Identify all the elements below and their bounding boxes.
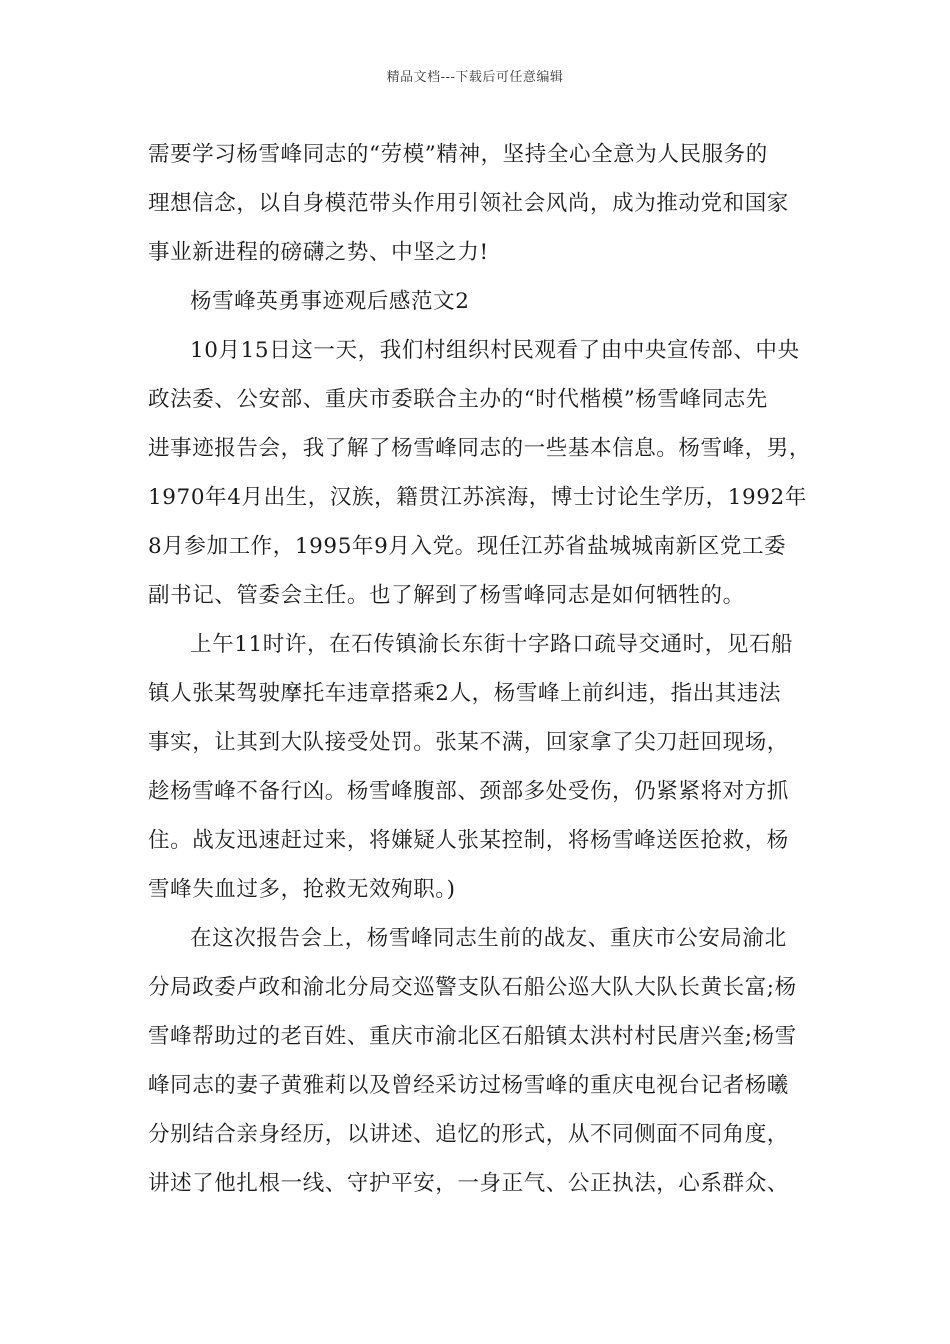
text-line: 进事迹报告会，我了解了杨雪峰同志的一些基本信息。杨雪峰，男， [148, 436, 812, 461]
text-line: 需要学习杨雪峰同志的“劳模”精神，坚持全心全意为人民服务的 [148, 142, 768, 167]
text-line: 峰同志的妻子黄雅莉以及曾经采访过杨雪峰的重庆电视台记者杨曦 [148, 1073, 789, 1098]
text-line: 在这次报告会上，杨雪峰同志生前的战友、重庆市公安局渝北 [190, 926, 787, 951]
text-line: 分别结合亲身经历，以讲述、追忆的形式，从不同侧面不同角度， [148, 1122, 789, 1147]
page-header: 精品文档---下载后可任意编辑 [386, 70, 564, 85]
text-line: 分局政委卢政和渝北分局交巡警支队石船公巡大队大队长黄长富;杨 [148, 975, 797, 1000]
document-body [148, 130, 812, 1208]
text-line: 理想信念，以自身模范带头作用引领社会风尚，成为推动党和国家 [148, 191, 789, 216]
text-line: 事实，让其到大队接受处罚。张某不满，回家拿了尖刀赶回现场， [148, 730, 789, 755]
text-line: 8月参加工作，1995年9月入党。现任江苏省盐城城南新区党工委 [148, 534, 787, 559]
text-line: 讲述了他扎根一线、守护平安，一身正气、公正执法，心系群众、 [148, 1171, 789, 1196]
text-line: 10月15日这一天，我们村组织村民观看了由中央宣传部、中央 [190, 338, 800, 363]
section-heading: 杨雪峰英勇事迹观后感范文2 [190, 289, 470, 314]
text-line: 1970年4月出生，汉族，籍贯江苏滨海，博士讨论生学历，1992年 [148, 485, 807, 510]
text-line: 雪峰失血过多，抢救无效殉职。) [148, 877, 456, 902]
text-line: 副书记、管委会主任。也了解到了杨雪峰同志是如何牺牲的。 [148, 583, 745, 608]
text-line: 雪峰帮助过的老百姓、重庆市渝北区石船镇太洪村村民唐兴奎;杨雪 [148, 1024, 797, 1049]
text-line: 镇人张某驾驶摩托车违章搭乘2人，杨雪峰上前纠违，指出其违法 [148, 681, 782, 706]
text-line: 政法委、公安部、重庆市委联合主办的“时代楷模”杨雪峰同志先 [148, 387, 768, 412]
text-line: 事业新进程的磅礴之势、中坚之力! [148, 240, 489, 265]
text-line: 趁杨雪峰不备行凶。杨雪峰腹部、颈部多处受伤，仍紧紧将对方抓 [148, 779, 789, 804]
text-line: 上午11时许，在石传镇渝长东街十字路口疏导交通时，见石船 [190, 632, 794, 657]
text-line: 住。战友迅速赶过来，将嫌疑人张某控制，将杨雪峰送医抢救，杨 [148, 828, 789, 853]
